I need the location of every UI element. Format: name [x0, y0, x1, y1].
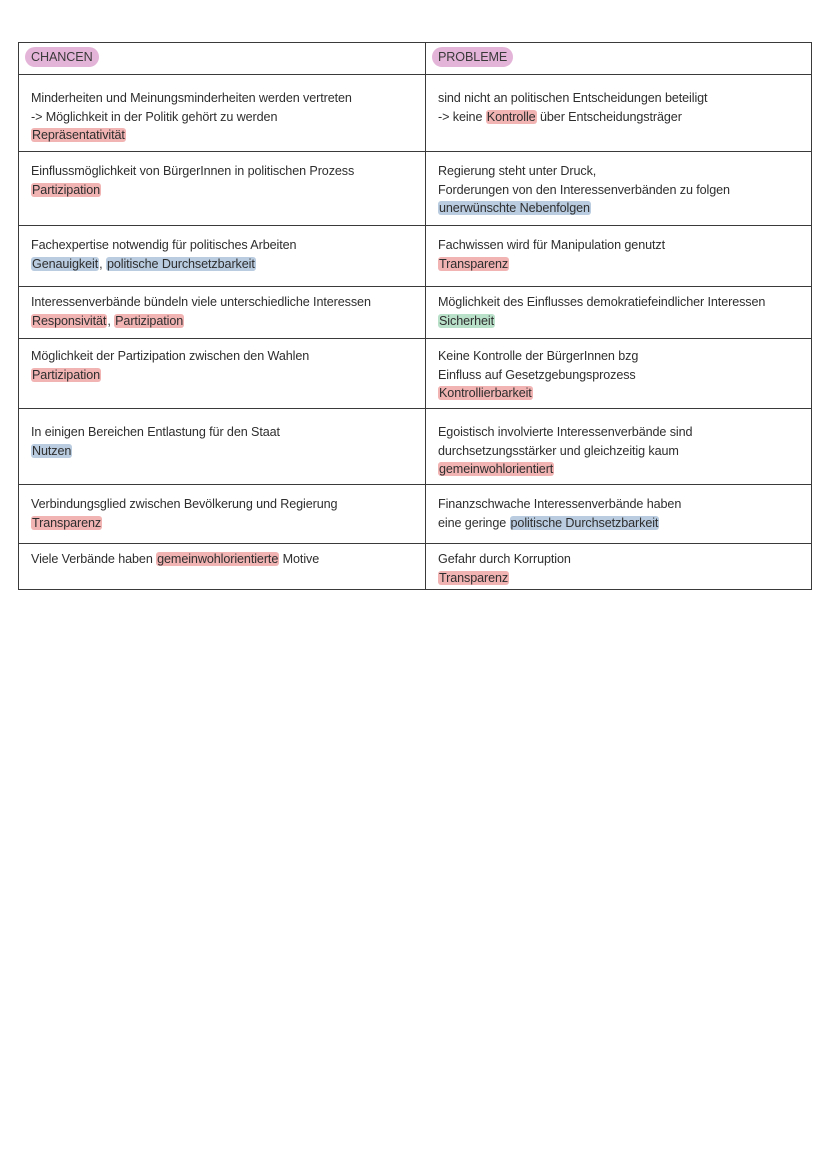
- chance-tag: Partizipation: [32, 182, 101, 197]
- table-row: [19, 287, 812, 339]
- chance-cell: [19, 409, 426, 485]
- chance-text: Interessenverbände bündeln viele unterschiedliche Interessen: [31, 295, 371, 309]
- chance-tag: Repräsentativität: [32, 128, 125, 142]
- problem-text: Gefahr durch Korruption: [438, 552, 571, 566]
- problem-text: Fachwissen wird für Manipulation genutzt: [438, 238, 665, 252]
- header-chancen: CHANCEN: [25, 47, 99, 67]
- chance-cell: [19, 339, 426, 409]
- table-row: [19, 409, 812, 485]
- chance-text: In einigen Bereichen Entlastung für den Staat: [31, 425, 280, 439]
- chance-cell: [19, 544, 426, 590]
- chance-text: Verbindungsglied zwischen Bevölkerung und Regierung: [31, 497, 338, 511]
- table-row: [19, 339, 812, 409]
- chance-text: Einflussmöglichkeit von BürgerInnen in politischen Prozess: [31, 164, 355, 178]
- chance-tag: Partizipation: [32, 367, 101, 382]
- problem-tag: politische Durchsetzbarkeit: [510, 515, 659, 530]
- problem-cell: [426, 287, 812, 339]
- problem-text: -> keine: [438, 109, 486, 124]
- problem-text: Egoistisch involvierte Interessenverbände sind: [438, 425, 693, 439]
- chance-text: -> Möglichkeit in der Politik gehört zu werden: [31, 109, 278, 124]
- table-row: [19, 152, 812, 226]
- chance-cell: [19, 152, 426, 226]
- header-row: [19, 43, 812, 75]
- problem-tag: gemeinwohlorientiert: [439, 462, 554, 476]
- chance-tag: Genauigkeit: [32, 256, 99, 271]
- chance-text: Motive: [279, 552, 320, 566]
- chance-tag: Nutzen: [32, 443, 72, 458]
- problem-text: Möglichkeit des Einflusses demokratiefeindlicher Interessen: [438, 295, 766, 309]
- chance-tag: Responsivität: [32, 313, 107, 328]
- problem-cell: [426, 485, 812, 544]
- problem-tag: unerwünschte Nebenfolgen: [439, 201, 590, 215]
- chance-separator: ,: [99, 256, 106, 271]
- problem-text: Keine Kontrolle der BürgerInnen bzg: [438, 349, 639, 363]
- chance-text: Fachexpertise notwendig für politisches Arbeiten: [31, 238, 297, 252]
- problem-cell: [426, 544, 812, 590]
- chance-tag: politische Durchsetzbarkeit: [106, 256, 255, 271]
- problem-tag: Kontrolle: [486, 109, 536, 124]
- problem-text: Forderungen von den Interessenverbänden zu folgen: [438, 182, 730, 197]
- problem-text: eine geringe: [438, 515, 510, 530]
- problem-text: Einfluss auf Gesetzgebungsprozess: [438, 367, 636, 382]
- table-row: [19, 544, 812, 590]
- problem-tag: Kontrollierbarkeit: [439, 386, 532, 400]
- problem-text: durchsetzungsstärker und gleichzeitig kaum: [438, 443, 679, 458]
- chance-cell: [19, 287, 426, 339]
- problem-cell: [426, 152, 812, 226]
- problem-cell: [426, 226, 812, 287]
- problem-tag: Transparenz: [439, 256, 509, 271]
- problem-tag: Sicherheit: [439, 313, 495, 328]
- chance-text: Minderheiten und Meinungsminderheiten werden vertreten: [31, 91, 352, 105]
- table-row: [19, 75, 812, 152]
- chance-cell: [19, 226, 426, 287]
- table-row: [19, 226, 812, 287]
- problem-cell: [426, 409, 812, 485]
- header-probleme-cell: [426, 43, 812, 75]
- problem-cell: [426, 75, 812, 152]
- chance-cell: [19, 485, 426, 544]
- table-row: [19, 485, 812, 544]
- chancen-probleme-table: [18, 42, 812, 590]
- chance-cell: [19, 75, 426, 152]
- chance-tag: Partizipation: [115, 313, 184, 328]
- chance-tag: Transparenz: [32, 515, 102, 530]
- problem-cell: [426, 339, 812, 409]
- problem-text: sind nicht an politischen Entscheidungen beteiligt: [438, 91, 708, 105]
- problem-text: Finanzschwache Interessenverbände haben: [438, 497, 682, 511]
- problem-tag: Transparenz: [439, 570, 509, 585]
- chance-text: Viele Verbände haben: [31, 552, 157, 566]
- chance-tag: gemeinwohlorientierte: [157, 552, 279, 566]
- chance-separator: ,: [107, 313, 115, 328]
- chance-text: Möglichkeit der Partizipation zwischen den Wahlen: [31, 349, 310, 363]
- header-probleme: PROBLEME: [432, 47, 513, 67]
- problem-text: über Entscheidungsträger: [536, 109, 682, 124]
- header-chancen-cell: [19, 43, 426, 75]
- problem-text: Regierung steht unter Druck,: [438, 164, 597, 178]
